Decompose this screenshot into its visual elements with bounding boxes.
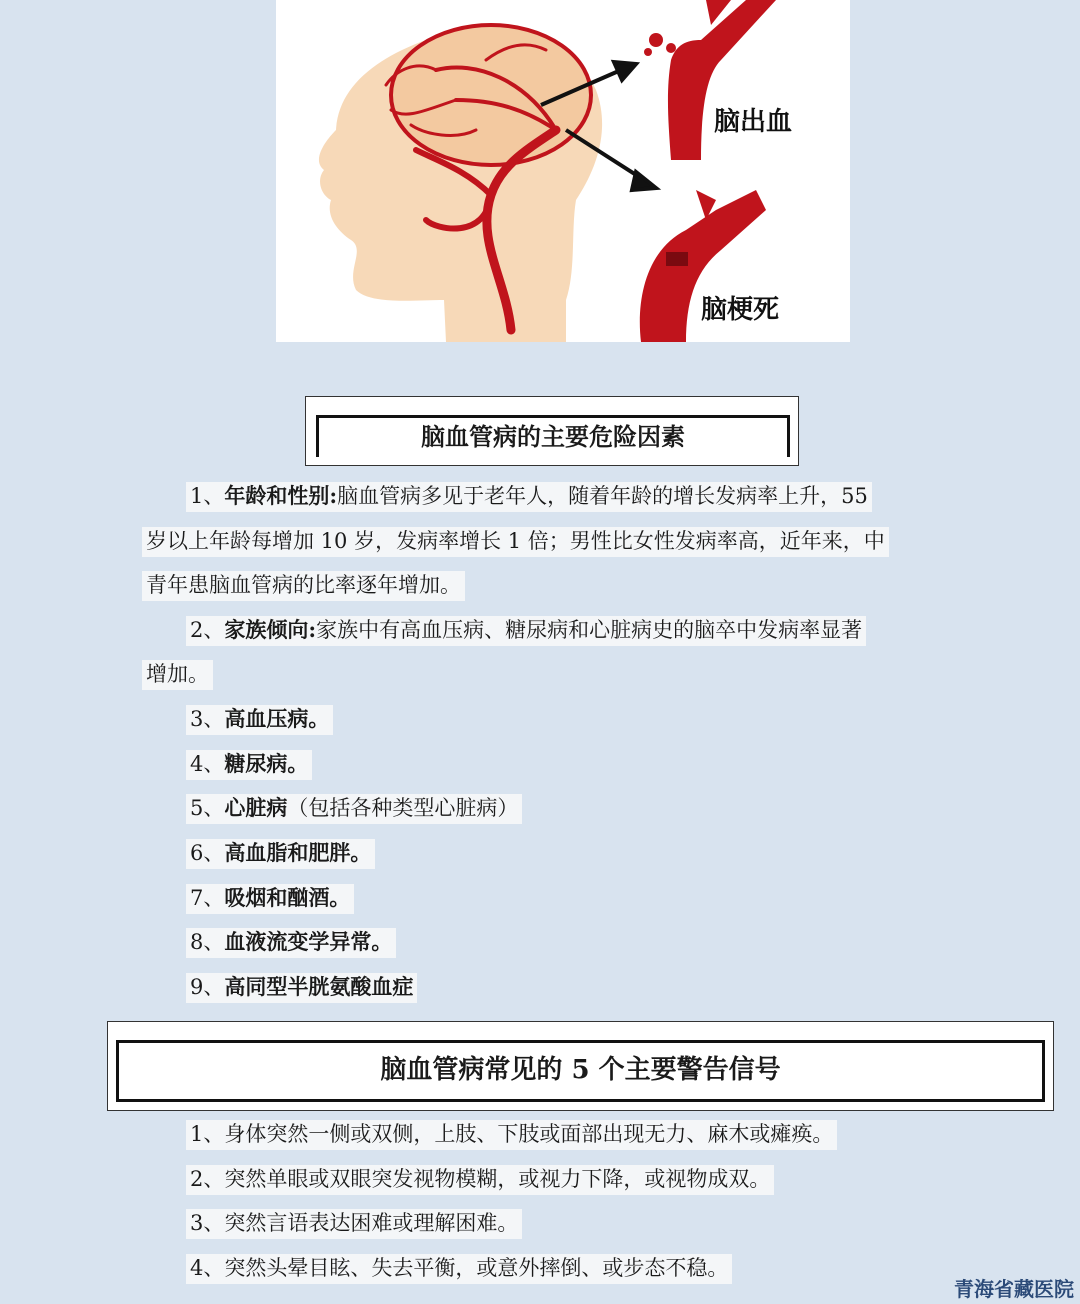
risk-item-8: 8、血液流变学异常。 xyxy=(186,928,396,956)
warning-item-1: 1、身体突然一侧或双侧，上肢、下肢或面部出现无力、麻木或瘫痪。 xyxy=(186,1120,837,1148)
risk-item-3: 3、高血压病。 xyxy=(186,705,333,733)
risk-item-6: 6、高血脂和肥胖。 xyxy=(186,839,375,867)
risk-item-1-line2: 岁以上年龄每增加 10 岁，发病率增长 1 倍；男性比女性发病率高，近年来，中 xyxy=(142,527,889,555)
section1-title: 脑血管病的主要危险因素 xyxy=(316,415,790,457)
risk-item-4: 4、糖尿病。 xyxy=(186,750,312,778)
risk-item-9: 9、高同型半胱氨酸血症 xyxy=(186,973,417,1001)
warning-item-2: 2、突然单眼或双眼突发视物模糊，或视力下降，或视物成双。 xyxy=(186,1165,774,1193)
risk-item-2-line1: 2、家族倾向:家族中有高血压病、糖尿病和心脏病史的脑卒中发病率显著 xyxy=(186,616,866,644)
label-hemorrhage: 脑出血 xyxy=(714,107,793,137)
risk-item-2-line2: 增加。 xyxy=(142,660,213,688)
risk-item-5: 5、心脏病（包括各种类型心脏病） xyxy=(186,794,522,822)
risk-item-7: 7、吸烟和酗酒。 xyxy=(186,884,354,912)
risk-item-1-line1: 1、年龄和性别:脑血管病多见于老年人，随着年龄的增长发病率上升，55 xyxy=(186,482,872,510)
brain-vessel-illustration xyxy=(276,0,850,342)
risk-item-1-line3: 青年患脑血管病的比率逐年增加。 xyxy=(142,571,465,599)
section1-title-box xyxy=(305,396,799,466)
warning-item-3: 3、突然言语表达困难或理解困难。 xyxy=(186,1209,522,1237)
label-infarction: 脑梗死 xyxy=(701,295,780,325)
section2-title: 脑血管病常见的 5 个主要警告信号 xyxy=(116,1040,1045,1102)
section2-title-box xyxy=(107,1021,1054,1111)
watermark: 青海省藏医院 xyxy=(954,1277,1074,1301)
warning-item-4: 4、突然头晕目眩、失去平衡，或意外摔倒、或步态不稳。 xyxy=(186,1254,732,1282)
